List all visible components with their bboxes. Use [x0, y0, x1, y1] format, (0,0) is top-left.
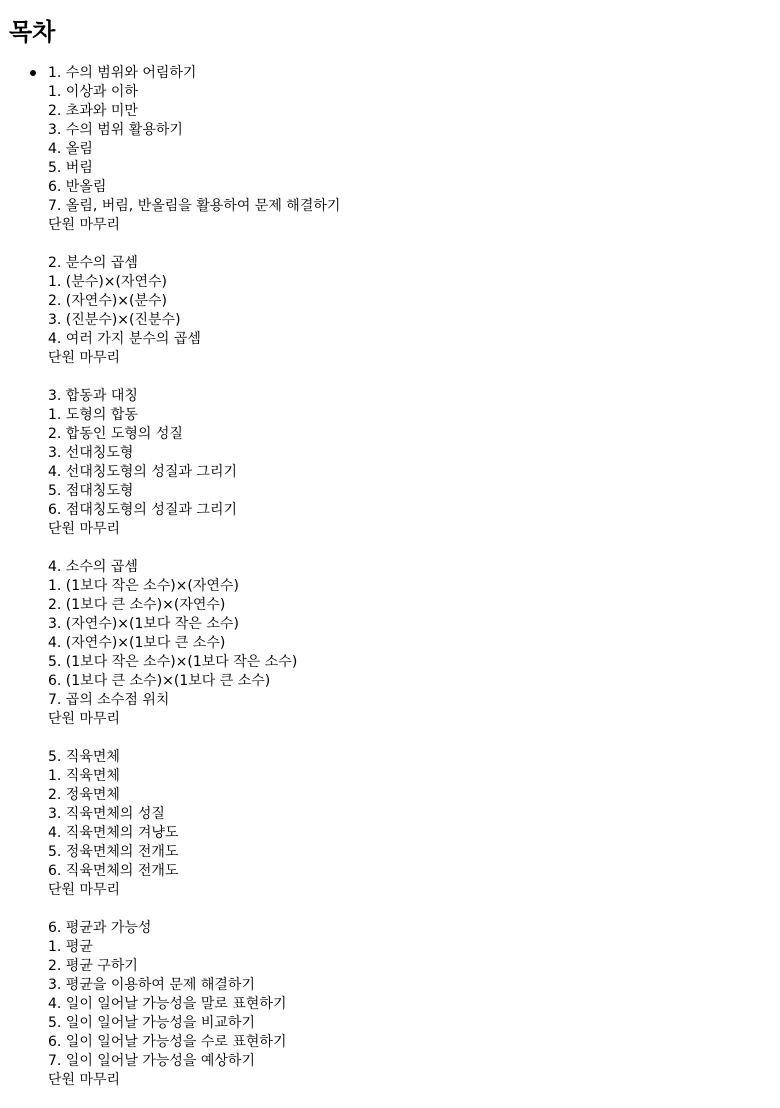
lesson-item: 단원 마무리	[48, 711, 121, 727]
lesson-item: 5. 버림	[48, 160, 93, 176]
units-container	[48, 64, 340, 1090]
lesson-item: 7. 일이 일어날 가능성을 예상하기	[48, 1053, 255, 1069]
lesson-item: 3. (진분수)×(진분수)	[48, 312, 181, 328]
lesson-item: 5. (1보다 작은 소수)×(1보다 작은 소수)	[48, 654, 298, 670]
unit-title: 6. 평균과 가능성	[48, 920, 152, 936]
toc-list	[0, 64, 340, 1090]
lesson-item: 단원 마무리	[48, 1072, 121, 1088]
unit-section	[48, 254, 340, 368]
unit-section	[48, 748, 340, 900]
lesson-item: 7. 올림, 버림, 반올림을 활용하여 문제 해결하기	[48, 198, 341, 214]
unit-section	[48, 387, 340, 539]
lesson-item: 2. 평균 구하기	[48, 958, 138, 974]
toc-list-item	[0, 64, 340, 1090]
lesson-item: 1. (분수)×(자연수)	[48, 274, 168, 290]
lesson-item: 4. 직육면체의 겨냥도	[48, 825, 179, 841]
lesson-item: 2. (자연수)×(분수)	[48, 293, 168, 309]
lesson-item: 4. 올림	[48, 141, 93, 157]
unit-title: 3. 합동과 대칭	[48, 388, 138, 404]
bullet-icon	[30, 70, 36, 76]
lesson-item: 2. 초과와 미만	[48, 103, 138, 119]
lesson-item: 7. 곱의 소수점 위치	[48, 692, 170, 708]
unit-section	[48, 919, 340, 1090]
lesson-item: 2. 합동인 도형의 성질	[48, 426, 183, 442]
lesson-item: 1. (1보다 작은 소수)×(자연수)	[48, 578, 239, 594]
lesson-item: 5. 일이 일어날 가능성을 비교하기	[48, 1015, 255, 1031]
unit-section	[48, 558, 340, 729]
lesson-item: 6. 점대칭도형의 성질과 그리기	[48, 502, 237, 518]
lesson-item: 5. 점대칭도형	[48, 483, 134, 499]
lesson-item: 6. 직육면체의 전개도	[48, 863, 179, 879]
lesson-item: 4. 일이 일어날 가능성을 말로 표현하기	[48, 996, 287, 1012]
lesson-item: 단원 마무리	[48, 217, 121, 233]
lesson-item: 단원 마무리	[48, 350, 121, 366]
lesson-item: 3. 선대칭도형	[48, 445, 134, 461]
unit-title: 1. 수의 범위와 어림하기	[48, 65, 197, 81]
unit-title: 2. 분수의 곱셈	[48, 255, 138, 271]
unit-title: 4. 소수의 곱셈	[48, 559, 138, 575]
lesson-item: 1. 평균	[48, 939, 93, 955]
lesson-item: 1. 직육면체	[48, 768, 120, 784]
lesson-item: 3. (자연수)×(1보다 작은 소수)	[48, 616, 239, 632]
lesson-item: 4. (자연수)×(1보다 큰 소수)	[48, 635, 226, 651]
lesson-item: 4. 여러 가지 분수의 곱셈	[48, 331, 201, 347]
lesson-item: 6. 반올림	[48, 179, 107, 195]
lesson-item: 단원 마무리	[48, 882, 121, 898]
lesson-item: 3. 직육면체의 성질	[48, 806, 165, 822]
unit-section	[48, 64, 340, 235]
lesson-item: 1. 이상과 이하	[48, 84, 138, 100]
lesson-item: 3. 수의 범위 활용하기	[48, 122, 183, 138]
lesson-item: 단원 마무리	[48, 521, 121, 537]
lesson-item: 2. (1보다 큰 소수)×(자연수)	[48, 597, 226, 613]
lesson-item: 6. (1보다 큰 소수)×(1보다 큰 소수)	[48, 673, 271, 689]
lesson-item: 4. 선대칭도형의 성질과 그리기	[48, 464, 237, 480]
lesson-item: 2. 정육면체	[48, 787, 120, 803]
page-title: 목차	[9, 18, 56, 46]
lesson-item: 1. 도형의 합동	[48, 407, 138, 423]
lesson-item: 6. 일이 일어날 가능성을 수로 표현하기	[48, 1034, 287, 1050]
lesson-item: 5. 정육면체의 전개도	[48, 844, 179, 860]
unit-title: 5. 직육면체	[48, 749, 120, 765]
lesson-item: 3. 평균을 이용하여 문제 해결하기	[48, 977, 255, 993]
